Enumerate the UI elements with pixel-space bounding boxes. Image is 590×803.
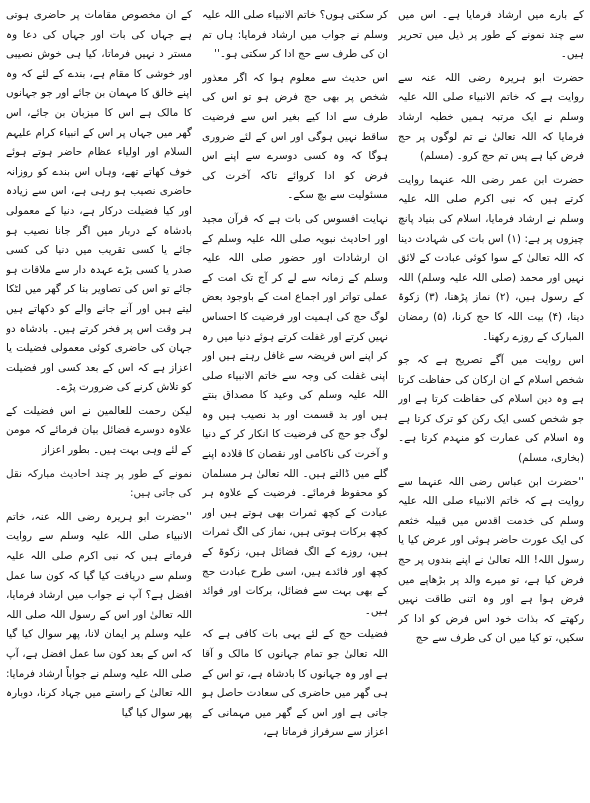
paragraph: نہایت افسوس کی بات ہے کہ قرآن مجید اور احادیث نبویہ صلی اللہ علیہ وسلم کے ان ارشادات اور حضور صلی اللہ علیہ وسلم کے زمانہ سے لے کر آج تک امت کے عملی تواتر اور اجماع امت کے باوجود بعض لوگ حج کی اہمیت اور فرضیت کا احساس نہیں کرتے اور غفلت کرتے ہوئے دنیا میں رہ کر اپنے اس فریضہ سے غافل رہتے ہیں اور اپنی غفلت کی وجہ سے خاتم الانبیاء صلی اللہ علیہ وسلم کی وعید کا مصداق بنتے ہیں اور بد قسمت اور بد نصیب ہیں وہ لوگ جو حج کی فرضیت کا انکار کر کے دنیا و آخرت کی ناکامی اور نقصان کا قلادہ اپنے گلے میں ڈالتے ہیں۔ اللہ تعالیٰ ہر مسلمان کو محفوظ فرمائے۔ فرضیت کے علاوہ ہر عبادت کے کچھ ثمرات بھی ہوتے ہیں اور کچھ برکات ہوتی ہیں، نماز کی الگ ثمرات ہیں، روزے کے الگ فضائل ہیں، زکوۃ کے کچھ اور فائدے ہیں، اسی طرح عبادت حج کے بھی بہت سے فضائل، برکات اور فوائد ہیں۔	[202, 212, 388, 617]
paragraph: کے بارے میں ارشاد فرمایا ہے۔ اس میں سے چند نمونے کے طور پر ذیل میں تحریر ہیں۔	[398, 9, 584, 61]
paragraph: ''حضرت ابو ہریرہ رضی اللہ عنہ، خاتم الانبیاء صلی اللہ علیہ وسلم سے روایت فرماتے ہیں کہ نبی اکرم صلی اللہ علیہ وسلم سے دریافت کیا گیا کہ کون سا عمل افضل ہے؟ آپ نے جواب میں ارشاد فرمایا، اللہ تعالیٰ اور اس کے رسول اللہ صلی اللہ علیہ وسلم پر ایمان لانا، پھر سوال کیا گیا کہ اس کے بعد کون سا عمل افضل ہے، آپ صلی اللہ علیہ وسلم نے جواباً ارشاد فرمایا: اللہ تعالیٰ کے راستے میں جہاد کرنا، دوبارہ پھر سوال کیا گیا	[6, 510, 192, 719]
document-page	[6, 6, 584, 798]
paragraph: لیکن رحمت للعالمین نے اس فضیلت کے علاوہ دوسرے فضائل بیان فرمائے کہ مومن کے لئے وہی بہت ہیں۔ بطور اعزاز	[6, 404, 192, 457]
paragraph: ''حضرت ابن عباس رضی اللہ عنہما سے روایت ہے کہ خاتم الانبیاء صلی اللہ علیہ وسلم کی خدمت اقدس میں قبیلہ خثعم کی ایک عورت حاضر ہوئی اور عرض کیا یا رسول اللہ! اللہ تعالیٰ نے اپنے بندوں پر حج فرض کیا ہے، تو میرے والد پر بڑھاپے میں فرض ہوا ہے اور وہ اتنی طاقت نہیں رکھتے کہ بذات خود اس فرض کو ادا کر سکیں، تو کیا میں ان کی طرف سے حج	[398, 475, 584, 645]
paragraph: کے ان مخصوص مقامات پر حاضری ہوتی ہے جہاں کی بات اور جہاں کی دعا وہ مستر د نہیں فرماتا، کیا ہی خوش نصیبی اور خوشی کا مقام ہے، بندے کے لئے کہ وہ اپنے خالق کا مہمان بن جائے اور جو جہانوں کا مالک ہے اس کا میزبان بن جائے، اس گھر میں جہاں پر اس کے انبیاء کرام علیہم السلام اور اولیاء عظام حاضر ہوتے ہوئے خوف کھاتے تھے، وہاں اس بندے کو روزانہ حاضری نصیب ہو رہی ہے، اس سے زیادہ اور کیا فضیلت درکار ہے، دنیا کے معمولی بادشاہ کے دربار میں اگر جانا نصیب ہو جائے یا کسی تقریب میں دنیا کی کسی صدر یا کسی بڑے عہدہ دار سے ملاقات ہو جائے تو اس کی تصاویر بنا کر گھر میں لٹکا لیتے ہیں اور آنے جانے والے کو دکھاتے ہیں ہر وقت اس پر فخر کرتے ہیں۔ بادشاہ دو جہان کی حاضری کوئی معمولی فضیلت یا اعزاز ہے کہ اس کے بعد کسی اور فضیلت کو تلاش کرنے کی ضرورت پڑے۔	[6, 9, 192, 394]
paragraph: حضرت ابن عمر رضی اللہ عنہما روایت کرتے ہیں کہ نبی اکرم صلی اللہ علیہ وسلم نے ارشاد فرمایا، اسلام کی بنیاد پانچ چیزوں پر ہے: (۱) اس بات کی شہادت دینا کہ اللہ تعالیٰ کے سوا کوئی عبادت کے لائق نہیں اور محمد (صلی اللہ علیہ وسلم) اللہ کے رسول ہیں، (۲) نماز پڑھنا، (۳) زکوۃ دینا، (۴) بیت اللہ کا حج کرنا، (۵) رمضان المبارک کے روزے رکھنا۔	[398, 173, 584, 343]
column-left	[6, 6, 192, 798]
paragraph: حضرت ابو ہریرہ رضی اللہ عنہ سے روایت ہے کہ خاتم الانبیاء صلی اللہ علیہ وسلم نے ایک مرتبہ ہمیں خطبہ ارشاد فرمایا کہ اللہ تعالیٰ نے تم لوگوں پر حج فرض کیا ہے پس تم حج کرو۔ (مسلم)	[398, 71, 584, 163]
column-right	[398, 6, 584, 798]
paragraph: اس روایت میں آگے تصریح ہے کہ جو شخص اسلام کے ان ارکان کی حفاظت کرتا ہے وہ دین اسلام کی حفاظت کرتا ہے اور جو شخص کسی ایک رکن کو ترک کرتا ہے وہ اسلام کی عمارت کو منہدم کرتا ہے۔ (بخاری، مسلم)	[398, 354, 584, 465]
paragraph: نمونے کے طور پر چند احادیث مبارکہ نقل کی جاتی ہیں:	[6, 467, 192, 500]
paragraph: اس حدیث سے معلوم ہوا کہ اگر معذور شخص پر بھی حج فرض ہو تو اس کی طرف سے ادا کیے بغیر اس سے فرضیت ساقط نہیں ہوگی اور اس کے لئے ضروری ہوگا کہ وہ کسی دوسرے سے اپنے اس فرض کو ادا کروائے تاکہ آخرت کی مسئولیت سے بچ سکے۔	[202, 71, 388, 202]
paragraph: کر سکتی ہوں؟ خاتم الانبیاء صلی اللہ علیہ وسلم نے جواب میں ارشاد فرمایا: ہاں تم ان کی طرف سے حج ادا کر سکتی ہو۔''	[202, 9, 388, 61]
paragraph: فضیلت حج کے لئے یہی بات کافی ہے کہ اللہ تعالیٰ جو تمام جہانوں کا مالک و آقا ہے اور وہ جہانوں کا بادشاہ ہے، تو اس کے ہی گھر میں حاضری کی سعادت حاصل ہو جاتی ہے اور اس کے گھر میں مہمانی کے اعزاز سے سرفراز فرماتا ہے،	[202, 628, 388, 739]
column-middle	[202, 6, 388, 798]
